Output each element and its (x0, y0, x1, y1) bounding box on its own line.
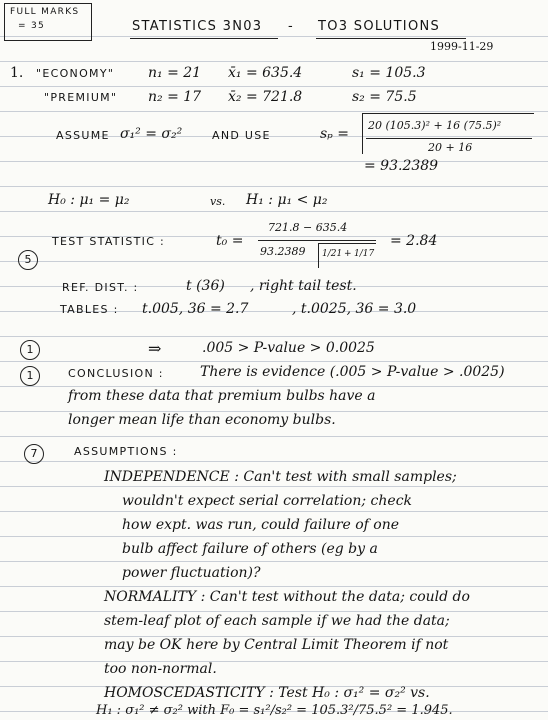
solutions-title-underline (316, 38, 466, 39)
sqrt-sign (362, 114, 363, 154)
t-sqrt-bar (318, 243, 376, 244)
independence-line-3: how expt. was run, could failure of one (122, 517, 400, 533)
economy-label: "ECONOMY" (36, 67, 115, 80)
normality-line-4: too non-normal. (104, 661, 217, 677)
and-use-label: AND USE (212, 129, 271, 142)
conclusion-line-1: There is evidence (.005 > P-value > .0025) (200, 364, 505, 380)
ref-dist-value: t (36) (186, 278, 225, 294)
test-statistic-label: TEST STATISTIC : (52, 235, 165, 248)
economy-n: n₁ = 21 (148, 65, 202, 81)
margin-mark-7: 7 (24, 444, 44, 464)
table-value-2: , t.0025, 36 = 3.0 (292, 301, 417, 317)
normality-line-1: NORMALITY : Can't test without the data; could do (104, 589, 470, 605)
independence-line-2: wouldn't expect serial correlation; check (122, 493, 413, 509)
t-frac-1: 1/21 (322, 249, 343, 259)
t0-symbol: t₀ = (216, 233, 244, 249)
independence-line-4: bulb affect failure of others (eg by a (122, 541, 378, 557)
full-marks-value: = 35 (18, 21, 46, 31)
ref-dist-label: REF. DIST. : (62, 281, 139, 294)
sqrt-bar (362, 113, 534, 114)
t-numerator: 721.8 − 635.4 (268, 221, 348, 234)
margin-mark-1a: 1 (20, 340, 40, 360)
homoscedasticity-line-1: HOMOSCEDASTICITY : Test H₀ : σ₁² = σ₂² vs. (104, 685, 430, 701)
t-frac-2: 1/17 (354, 249, 375, 259)
pooled-sd-symbol: sₚ = (320, 126, 349, 142)
header-dash: - (288, 19, 294, 34)
t-value: = 2.84 (390, 233, 438, 249)
premium-n: n₂ = 17 (148, 89, 202, 105)
conclusion-line-2: from these data that premium bulbs have a (68, 388, 376, 404)
homoscedasticity-line-2: H₁ : σ₁² ≠ σ₂² with F₀ = s₁²/s₂² = 105.3²/75.5² = 1.945. (96, 703, 453, 718)
pooled-fraction-bar (366, 138, 532, 139)
economy-sd: s₁ = 105.3 (352, 65, 426, 81)
premium-mean: x̄₂ = 721.8 (228, 89, 303, 105)
versus: vs. (210, 195, 226, 208)
normality-line-3: may be OK here by Central Limit Theorem if not (104, 637, 449, 653)
margin-mark-1b: 1 (20, 366, 40, 386)
course-title-underline (130, 38, 278, 39)
solutions-title: TO3 SOLUTIONS (318, 19, 441, 34)
margin-mark-5: 5 (18, 250, 38, 270)
tables-label: TABLES : (60, 303, 119, 316)
assumptions-heading: ASSUMPTIONS : (74, 445, 178, 458)
independence-line-1: INDEPENDENCE : Can't test with small samples; (104, 469, 457, 485)
null-hypothesis: H₀ : μ₁ = μ₂ (48, 192, 130, 208)
normality-line-2: stem-leaf plot of each sample if we had the data; (104, 613, 450, 629)
t-plus: + (344, 249, 352, 259)
pooled-sd-result: = 93.2389 (364, 158, 439, 174)
full-marks-label: FULL MARKS (10, 7, 80, 17)
t-denominator-sp: 93.2389 (260, 245, 306, 258)
t-sqrt-sign (318, 244, 319, 268)
pooled-numerator: 20 (105.3)² + 16 (75.5)² (368, 119, 502, 132)
ref-dist-note: , right tail test. (250, 278, 357, 294)
course-title: STATISTICS 3N03 (132, 19, 263, 34)
independence-line-5: power fluctuation)? (122, 565, 261, 581)
pooled-denominator: 20 + 16 (428, 141, 473, 154)
pvalue-range: .005 > P-value > 0.0025 (202, 340, 375, 356)
conclusion-line-3: longer mean life than economy bulbs. (68, 412, 336, 428)
premium-label: "PREMIUM" (44, 91, 118, 104)
problem-number: 1. (10, 65, 24, 81)
alt-hypothesis: H₁ : μ₁ < μ₂ (246, 192, 328, 208)
t-fraction-bar (258, 240, 376, 241)
economy-mean: x̄₁ = 635.4 (228, 65, 303, 81)
table-value-1: t.005, 36 = 2.7 (142, 301, 249, 317)
conclusion-label: CONCLUSION : (68, 367, 164, 380)
premium-sd: s₂ = 75.5 (352, 89, 417, 105)
pvalue-arrow: ⇒ (148, 339, 162, 358)
assume-label: ASSUME (56, 129, 110, 142)
date: 1999-11-29 (430, 40, 494, 53)
equal-variance-condition: σ₁² = σ₂² (120, 126, 183, 142)
